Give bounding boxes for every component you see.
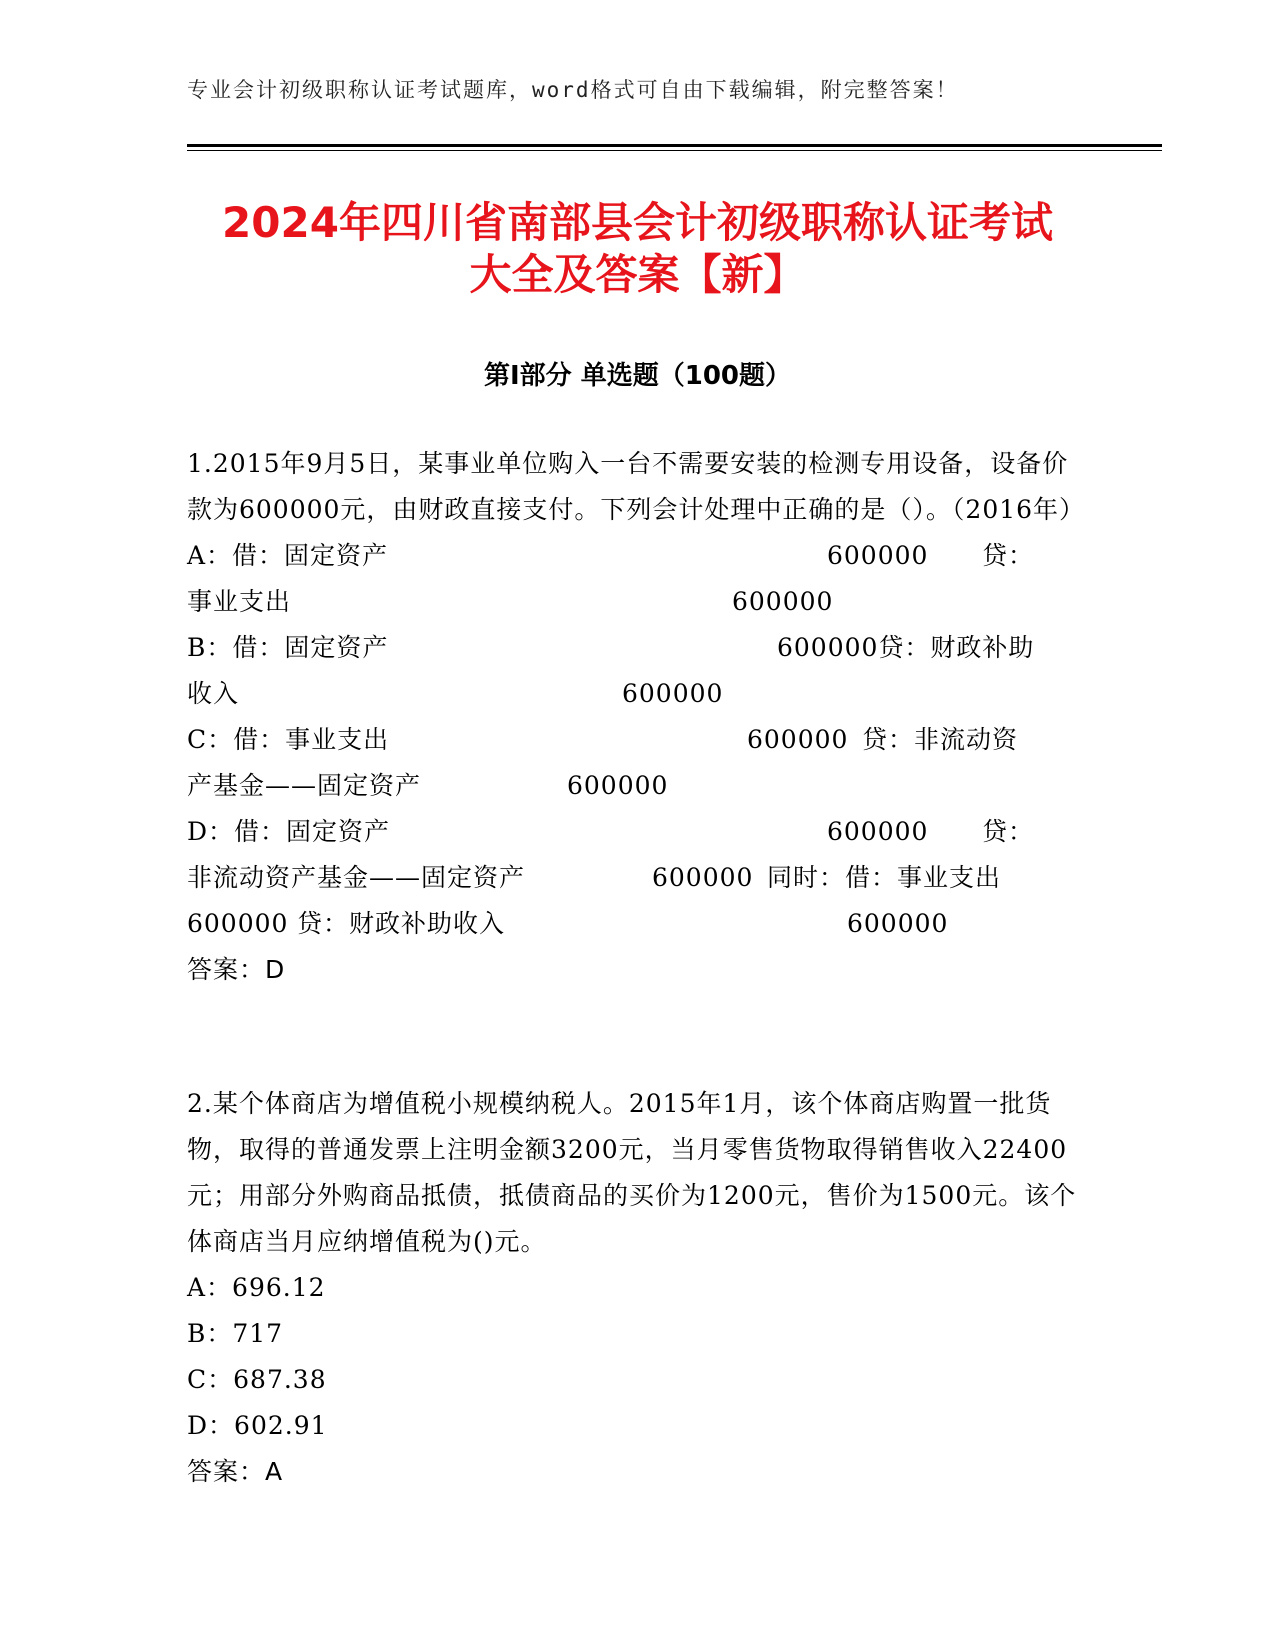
- document-title: [150, 197, 1125, 301]
- option-a-line-2: [187, 579, 1077, 625]
- header-rule-thick: [187, 144, 1162, 147]
- option-d-amount: 600000: [827, 817, 929, 846]
- option-c-credit: 贷：非流动资: [862, 725, 1019, 754]
- title-line-2: 大全及答案【新】: [469, 250, 806, 299]
- question-2-stem: 2.某个体商店为增值税小规模纳税人。2015年1月，该个体商店购置一批货物，取得的普通发票上注明金额3200元，当月零售货物取得销售收入22400元；用部分外购商品抵债，抵债商品的买价为1200元，售价为1500元。该个体商店当月应纳增值税为()元。: [187, 1089, 1077, 1256]
- option-a-credit-account: 事业支出: [187, 587, 292, 616]
- option-c-line-2: [187, 763, 1077, 809]
- question-2-answer: 答案：A: [187, 1457, 284, 1486]
- q2-option-b-text: B：717: [187, 1319, 284, 1348]
- option-c-label: C：借：事业支出: [187, 725, 390, 754]
- option-a-credit: 贷：: [982, 541, 1035, 570]
- option-d-line-3: [187, 901, 1077, 947]
- title-line-1: 2024年四川省南部县会计初级职称认证考试: [222, 198, 1053, 247]
- q2-option-c: [187, 1357, 1077, 1403]
- option-b-amount: 600000贷：财政补助: [777, 633, 1035, 662]
- option-c-amount: 600000: [747, 725, 849, 754]
- q2-option-a-text: A：696.12: [187, 1273, 326, 1302]
- question-1: [187, 441, 1086, 993]
- option-b-credit-account: 收入: [187, 679, 240, 708]
- option-b-line-1: [187, 625, 1077, 671]
- option-b-credit-amount: 600000: [622, 679, 724, 708]
- option-d-credit-amount: 600000: [652, 863, 754, 892]
- option-d-credit: 贷：: [982, 817, 1035, 846]
- option-b-line-2: [187, 671, 1077, 717]
- option-d-credit-account: 非流动资产基金——固定资产: [187, 863, 526, 892]
- option-a-label: A：借：固定资产: [187, 541, 389, 570]
- option-d-label: D：借：固定资产: [187, 817, 391, 846]
- option-a-amount: 600000: [827, 541, 929, 570]
- option-d-expense-amount: 600000: [187, 909, 289, 938]
- option-b-label: B：借：固定资产: [187, 633, 389, 662]
- page-header: 专业会计初级职称认证考试题库，word格式可自由下载编辑，附完整答案！: [187, 78, 959, 102]
- question-1-answer: 答案：D: [187, 955, 286, 984]
- option-d-simultaneous: 同时：借：事业支出: [767, 863, 1002, 892]
- option-d-line-1: [187, 809, 1077, 855]
- option-c-credit-amount: 600000: [567, 771, 669, 800]
- header-rule-thin: [187, 150, 1162, 151]
- option-a-credit-amount: 600000: [732, 587, 834, 616]
- question-1-stem: 1.2015年9月5日，某事业单位购入一台不需要安装的检测专用设备，设备价款为600000元，由财政直接支付。下列会计处理中正确的是（）。（2016年）: [187, 449, 1086, 524]
- option-d-line-2: [187, 855, 1077, 901]
- q2-option-c-text: C：687.38: [187, 1365, 327, 1394]
- option-c-credit-account: 产基金——固定资产: [187, 771, 422, 800]
- question-2: [187, 1081, 1077, 1495]
- q2-option-b: [187, 1311, 1077, 1357]
- option-a-line-1: [187, 533, 1077, 579]
- option-d-credit-2: 贷：财政补助收入: [297, 909, 506, 938]
- q2-option-d-text: D：602.91: [187, 1411, 328, 1440]
- option-c-line-1: [187, 717, 1077, 763]
- q2-option-d: [187, 1403, 1077, 1449]
- option-d-credit-2-amount: 600000: [847, 909, 949, 938]
- section-heading: 第Ⅰ部分 单选题（100题）: [484, 361, 791, 391]
- q2-option-a: [187, 1265, 1077, 1311]
